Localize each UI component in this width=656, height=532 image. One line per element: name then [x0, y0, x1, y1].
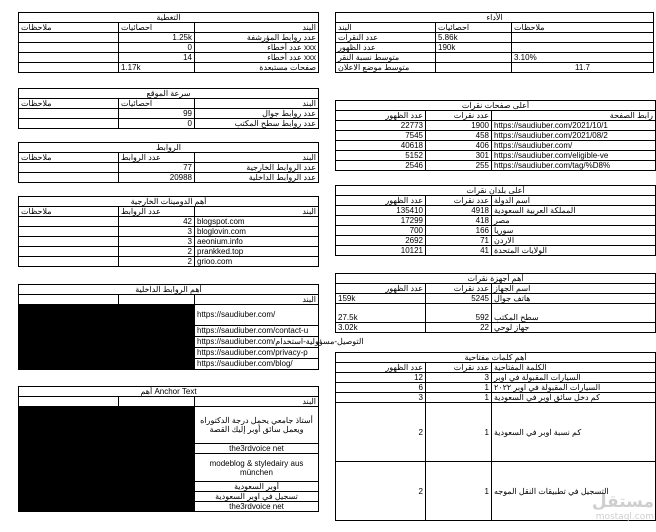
top-countries-table: أعلى بلدان نقرات عدد الظهور عدد نقرات اسم الدولة 135410 4918 المملكة العربية السعودية 17299 418 مصر 700 166 سوريا 2692 71 الاردن 10121 41 الولايات المتحدة: [335, 185, 656, 256]
performance-header-item: البند: [336, 23, 436, 33]
table-row: متوسط موضع الاعلان 11.7: [336, 63, 654, 73]
table-row: 3 aeonium.info: [19, 237, 319, 247]
table-row: 2 1 كم نسبة اوبر في السعودية: [336, 403, 656, 462]
page-link[interactable]: https://saudiuber.com/2021/08/2: [492, 131, 656, 141]
page-link[interactable]: https://saudiuber.com/2021/10/1: [492, 121, 656, 131]
top-external-domains-table: أهم الدومينات الخارجية ملاحظات عدد الروابط البند 42 blogspot.com 3 bloglovin.com 3 aeonium.info 2 prankked.top 2 grioo.com: [18, 196, 319, 267]
redacted-block: [19, 407, 195, 512]
anchor-text-title: أهم Anchor Text: [19, 387, 319, 397]
table-row: 20988 عدد الروابط الداخلية: [19, 173, 319, 183]
table-row: 2546 255 https://saudiuber.com/tag/%D8%: [336, 161, 656, 171]
coverage-header-item: البند: [195, 23, 319, 33]
top-internal-links-title: أهم الروابط الداخلية: [19, 285, 319, 295]
top-pages-clicks-table: أعلى صفحات نقرات عدد الظهور عدد نقرات رابط الصفحة 22773 1900 https://saudiuber.com/2021/10/1 7545 458 https://saudiuber.com/2021/08/2 40618 406 https://saudiuber.com/ 5152 301 https://saudiuber.com/eligible-ve 2546 255 https://saudiuber.com/tag/%D8%: [335, 100, 656, 171]
page-link[interactable]: https://saudiuber.com/tag/%D8%: [492, 161, 656, 171]
table-row: 42 blogspot.com: [19, 217, 319, 227]
anchor-text-item: أوبر السعودية: [195, 482, 319, 492]
watermark-logo: [590, 492, 654, 530]
table-row: 12 3 السيارات المقبولة في اوبر: [336, 373, 656, 383]
table-row: 700 166 سوريا: [336, 226, 656, 236]
table-row: 10121 41 الولايات المتحدة: [336, 246, 656, 256]
redacted-block: [19, 305, 195, 370]
page-link[interactable]: https://saudiuber.com/eligible-ve: [492, 151, 656, 161]
table-row: عدد النقرات 5.86k: [336, 33, 654, 43]
table-row: 22773 1900 https://saudiuber.com/2021/10/1: [336, 121, 656, 131]
internal-link[interactable]: https://saudiuber.com/التوصيل-مسؤولية-استخدام: [195, 336, 319, 347]
watermark-text: مستقل: [591, 492, 654, 512]
table-row: 2 grioo.com: [19, 257, 319, 267]
table-row: 1.25k عدد روابط المؤرشفة: [19, 33, 319, 43]
top-external-domains-title: أهم الدومينات الخارجية: [19, 197, 319, 207]
table-row: 159k 5245 هاتف جوال: [336, 294, 656, 304]
table-row: متوسط نسبة النقر 3.10%: [336, 53, 654, 63]
coverage-header-stats: احصائيات: [119, 23, 195, 33]
table-row: 1.17k صفحات مستبعدة: [19, 63, 319, 73]
site-speed-table: سرعة الموقع ملاحظات احصائيات البند 99 عدد روابط جوال 0 عدد روابط سطح المكتب: [18, 88, 319, 129]
table-row: 135410 4918 المملكة العربية السعودية: [336, 206, 656, 216]
table-row: عدد الظهور 190k: [336, 43, 654, 53]
table-row: 3 1 كم دخل سائق اوبر في السعودية: [336, 393, 656, 403]
performance-title: الأداء: [336, 13, 654, 23]
anchor-text-item: تسجيل في اوبر السعودية: [195, 492, 319, 502]
anchor-text-item: the3rdvoice net: [195, 444, 319, 454]
table-row: 7545 458 https://saudiuber.com/2021/08/2: [336, 131, 656, 141]
top-devices-table: أهم أجهزة نقرات عدد الظهور عدد نقرات اسم الجهاز 159k 5245 هاتف جوال 27.5k 592 سطح المكتب 3.02k 22 جهاز لوحي: [335, 273, 656, 333]
internal-link[interactable]: https://saudiuber.com/: [195, 305, 319, 326]
table-row: 77 عدد الروابط الخارجية: [19, 163, 319, 173]
table-row: 2 1 التسجيل في تطبيقات النقل الموجه: [336, 462, 656, 521]
table-row: 3 bloglovin.com: [19, 227, 319, 237]
table-row: 2 prankked.top: [19, 247, 319, 257]
performance-header-stats: احصائيات: [436, 23, 512, 33]
keywords-table: أهم كلمات مفتاحية عدد الظهور عدد نقرات الكلمة المفتاحية 12 3 السيارات المقبولة في اوبر 6 1 السيارات المقبولة في اوبر ٢٠٢٢ 3 1 كم دخل سائق اوبر في السعودية 2 1 كم نسبة اوبر في السعودية 2 1 التسجيل في تطبيقات النقل الموجه: [335, 352, 656, 521]
anchor-text-table: أهم Anchor Text البند أستاذ جامعي يحمل درجة الدكتوراه ويعمل سائق أوبر إليك القصة the3rdvoice net modeblog & styledairy aus münchen أوبر السعودية تسجيل في اوبر السعودية the3rdvoice net: [18, 386, 319, 512]
performance-table: [335, 12, 654, 73]
links-table: الروابط ملاحظات عدد الروابط البند 77 عدد الروابط الخارجية 20988 عدد الروابط الداخلية: [18, 142, 319, 183]
top-devices-title: أهم أجهزة نقرات: [336, 274, 656, 284]
coverage-title: التغطية: [19, 13, 319, 23]
top-internal-links-table: أهم الروابط الداخلية البند https://saudiuber.com/ https://saudiuber.com/contact-u https://saudiuber.com/التوصيل-مسؤولية-استخدام https://saudiuber.com/privacy-p https://saudiuber.com/blog/: [18, 284, 319, 370]
table-row: 99 عدد روابط جوال: [19, 109, 319, 119]
top-countries-title: أعلى بلدان نقرات: [336, 186, 656, 196]
table-row: [19, 305, 319, 326]
top-pages-clicks-title: أعلى صفحات نقرات: [336, 101, 656, 111]
table-row: 0 عدد أخطاء xxx: [19, 43, 319, 53]
keywords-title: أهم كلمات مفتاحية: [336, 353, 656, 363]
internal-link[interactable]: https://saudiuber.com/privacy-p: [195, 347, 319, 358]
anchor-text-item: أستاذ جامعي يحمل درجة الدكتوراه ويعمل سائق أوبر إليك القصة: [195, 407, 319, 444]
table-row: 0 عدد روابط سطح المكتب: [19, 119, 319, 129]
table-row: 14 عدد أخطاء xxx: [19, 53, 319, 63]
anchor-text-item: modeblog & styledairy aus münchen: [195, 454, 319, 482]
coverage-table: [18, 12, 319, 73]
table-row: 40618 406 https://saudiuber.com/: [336, 141, 656, 151]
table-row: 6 1 السيارات المقبولة في اوبر ٢٠٢٢: [336, 383, 656, 393]
links-title: الروابط: [19, 143, 319, 153]
table-row: 5152 301 https://saudiuber.com/eligible-ve: [336, 151, 656, 161]
internal-link[interactable]: https://saudiuber.com/contact-u: [195, 325, 319, 336]
table-row: 2692 71 الاردن: [336, 236, 656, 246]
table-row: 27.5k 592 سطح المكتب: [336, 304, 656, 323]
performance-header-notes: ملاحظات: [512, 23, 654, 33]
page-link[interactable]: https://saudiuber.com/: [492, 141, 656, 151]
table-row: 3.02k 22 جهاز لوحي: [336, 323, 656, 333]
watermark-url: mostaql.com: [595, 512, 654, 522]
anchor-text-item: the3rdvoice net: [195, 502, 319, 512]
table-row: 17299 418 مصر: [336, 216, 656, 226]
site-speed-title: سرعة الموقع: [19, 89, 319, 99]
internal-link[interactable]: https://saudiuber.com/blog/: [195, 358, 319, 369]
coverage-header-notes: ملاحظات: [19, 23, 119, 33]
table-row: [19, 407, 319, 444]
